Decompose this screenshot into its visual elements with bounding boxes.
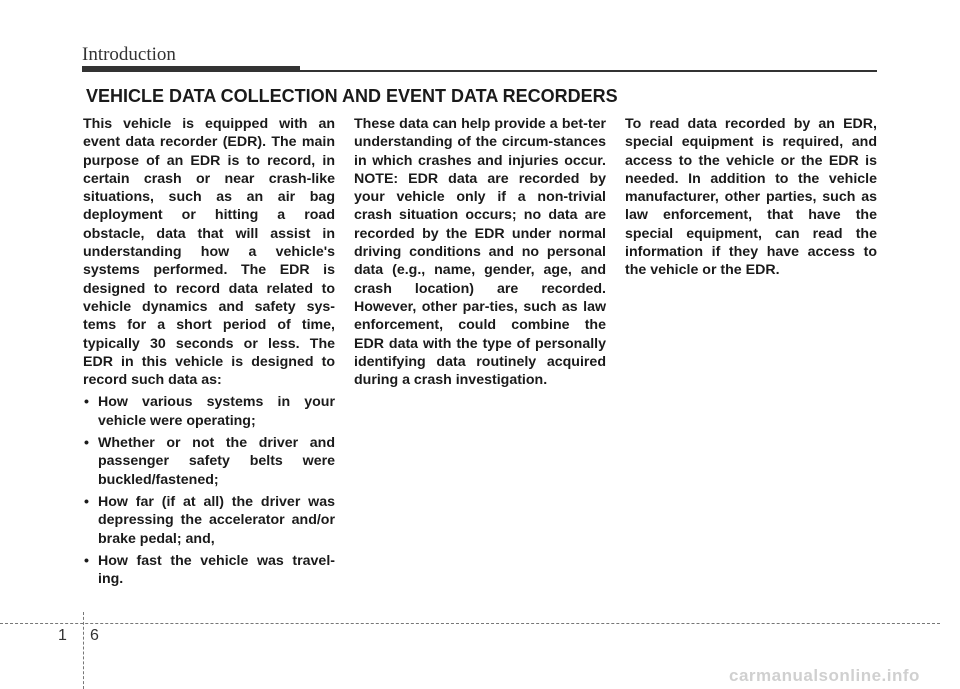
- edr-usage-paragraph: These data can help provide a bet-ter understanding of the circum-stances in which crashes and injuries occur. NOTE: EDR data are recorded by your vehicle only if a non-trivial crash situation occurs; no data are recorded by the EDR under normal driving conditions and no personal data (e.g., name, gender, age, and crash location) are recorded. However, other par-ties, such as law enforcement, could combine the EDR data with the type of personally identifying data routinely acquired during a crash investigation.: [354, 116, 606, 389]
- list-item: • How fast the vehicle was travel-ing.: [83, 552, 335, 589]
- header-rule-thin: [300, 70, 877, 72]
- watermark: carmanualsonline.info: [729, 666, 920, 685]
- column-1: [83, 115, 335, 592]
- edr-data-list: [83, 393, 335, 588]
- column-3: [625, 115, 877, 280]
- header-rule-thick: [82, 66, 300, 72]
- list-item: • How far (if at all) the driver was depressing the accelerator and/or brake pedal; and,: [83, 493, 335, 548]
- list-item: • How various systems in your vehicle were operating;: [83, 393, 335, 430]
- column-2: [354, 115, 606, 389]
- footer-vertical-divider: [83, 612, 84, 689]
- chapter-number: 1: [58, 627, 67, 644]
- page-number: 6: [90, 627, 99, 644]
- page-title: VEHICLE DATA COLLECTION AND EVENT DATA RECORDERS: [86, 86, 618, 106]
- edr-access-paragraph: To read data recorded by an EDR, special equipment is required, and access to the vehicle or the EDR is needed. In addition to the vehicle manufacturer, other parties, such as law enforcement, that have the special equipment, can read the information if they have access to the vehicle or the EDR.: [625, 116, 877, 279]
- edr-intro-paragraph: This vehicle is equipped with an event data recorder (EDR). The main purpose of an EDR is to record, in certain crash or near crash-like situations, such as an air bag deployment or hitting a road obstacle, data that will assist in understanding how a vehicle's systems performed. The EDR is designed to record data related to vehicle dynamics and safety sys-tems for a short period of time, typically 30 seconds or less. The EDR in this vehicle is designed to record such data as:: [83, 116, 335, 389]
- list-item: • Whether or not the driver and passenger safety belts were buckled/fastened;: [83, 434, 335, 489]
- footer-divider: [0, 623, 940, 624]
- section-label: Introduction: [82, 44, 176, 65]
